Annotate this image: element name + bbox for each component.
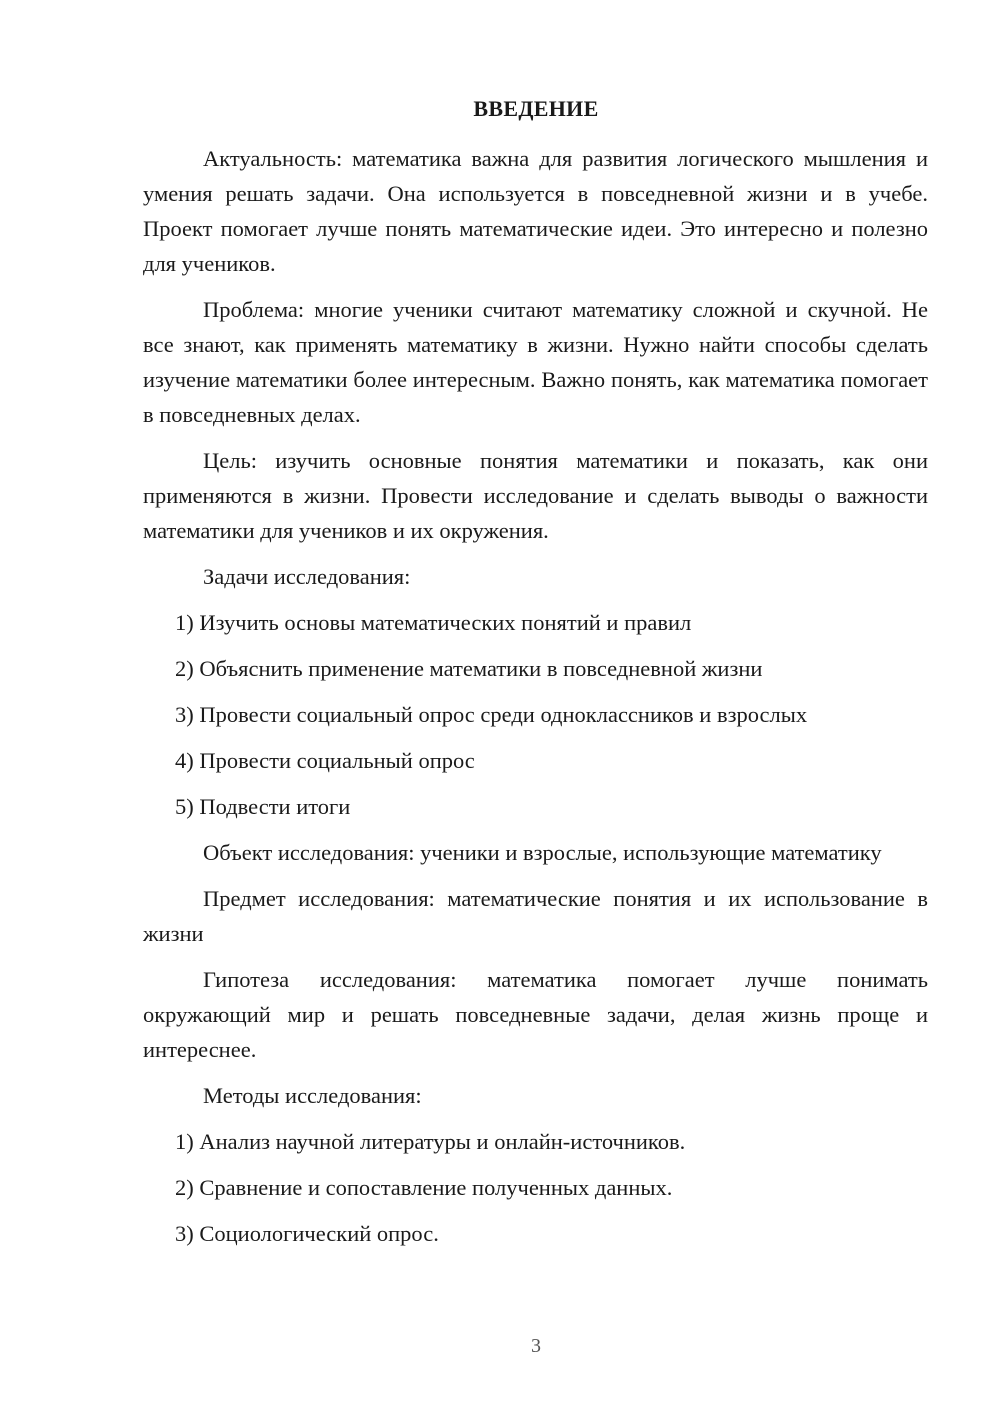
page-number: 3	[531, 1335, 541, 1357]
tasks-heading: Задачи исследования:	[203, 564, 411, 589]
tasks-list	[143, 605, 928, 824]
object-paragraph: Объект исследования: ученики и взрослые, использующие математику	[203, 840, 882, 865]
list-item: 3) Провести социальный опрос среди одноклассников и взрослых	[175, 702, 808, 727]
list-item: 3) Социологический опрос.	[175, 1221, 439, 1246]
methods-list	[143, 1124, 928, 1251]
document-body	[143, 141, 928, 1262]
methods-heading: Методы исследования:	[203, 1083, 422, 1108]
list-item: 1) Изучить основы математических понятий и правил	[175, 610, 692, 635]
list-item: 4) Провести социальный опрос	[175, 748, 475, 773]
hypothesis-paragraph: Гипотеза исследования: математика помогает лучше понимать окружающий мир и решать повседневные задачи, делая жизнь проще и интереснее.	[143, 967, 928, 1062]
goal-paragraph: Цель: изучить основные понятия математики и показать, как они применяются в жизни. Провести исследование и сделать выводы о важности математики для учеников и их окружения.	[143, 448, 928, 543]
relevance-paragraph: Актуальность: математика важна для развития логического мышления и умения решать задачи. Она используется в повседневной жизни и в учебе. Проект помогает лучше понять математические идеи. Это интересно и полезно для учеников.	[143, 146, 928, 276]
page-title: ВВЕДЕНИЕ	[473, 96, 599, 121]
list-item: 2) Объяснить применение математики в повседневной жизни	[175, 656, 763, 681]
list-item: 1) Анализ научной литературы и онлайн-источников.	[175, 1129, 686, 1154]
list-item: 5) Подвести итоги	[175, 794, 351, 819]
list-item: 2) Сравнение и сопоставление полученных данных.	[175, 1175, 673, 1200]
problem-paragraph: Проблема: многие ученики считают математику сложной и скучной. Не все знают, как применять математику в жизни. Нужно найти способы сделать изучение математики более интересным. Важно понять, как математика помогает в повседневных делах.	[143, 297, 928, 427]
subject-paragraph: Предмет исследования: математические понятия и их использование в жизни	[143, 886, 928, 946]
